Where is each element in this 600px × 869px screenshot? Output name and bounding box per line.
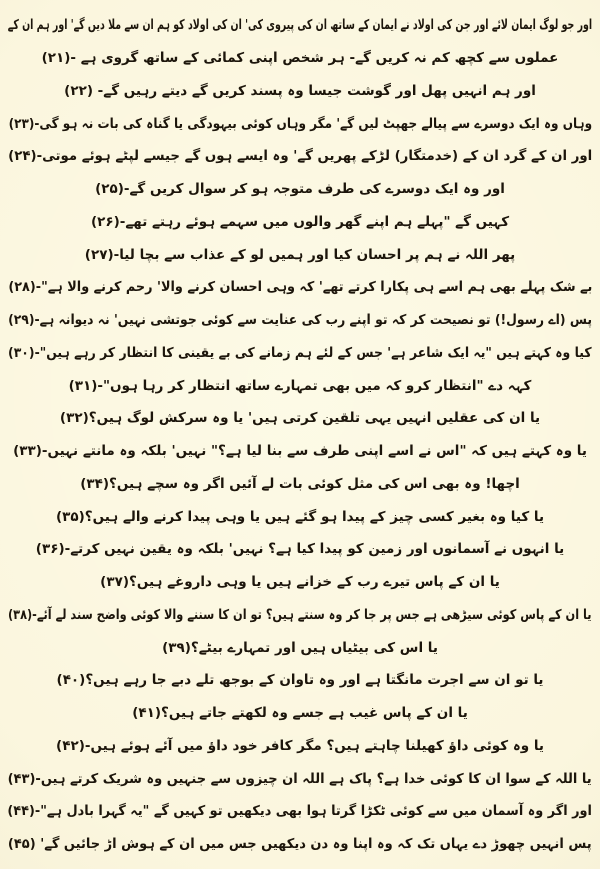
- verse-line-30: [5, 337, 595, 370]
- verse-line-22: [5, 75, 595, 108]
- verse-text: اور ہم انہیں پھل اور گوشت جیسا وہ پسند کریں گے دیتے رہیں گے- (۲۲): [64, 82, 536, 99]
- verse-text: یا ان کی عقلیں انہیں یہی تلقین کرتی ہیں' یا وہ سرکش لوگ ہیں؟(۳۲): [59, 410, 541, 427]
- verse-text: یا تو ان سے اجرت مانگتا ہے اور وہ تاوان کے بوجھ تلے دبے جا رہے ہیں؟(۴۰): [56, 672, 544, 689]
- verse-text: یا اللہ کے سوا ان کا کوئی خدا ہے؟ پاک ہے اللہ ان چیزوں سے جنہیں وہ شریک کرتے ہیں-(۴۳): [7, 770, 593, 787]
- verse-text: یا ان کے پاس کوئی سیڑھی ہے جس پر جا کر وہ سنتے ہیں؟ تو ان کا سننے والا کوئی واضح سند لے آئے-(۳۸): [8, 606, 592, 623]
- verse-line-41: [5, 697, 595, 730]
- verse-text: اچھا! وہ بھی اس کی مثل کوئی بات لے آئیں اگر وہ سچے ہیں؟(۳۴): [80, 475, 520, 492]
- verse-text: وہاں وہ ایک دوسرے سے پیالے جھپٹ لیں گے' مگر وہاں کوئی بیہودگی یا گناہ کی بات نہ ہو گی-(۲۳): [8, 115, 592, 132]
- verse-line-38: [5, 599, 595, 632]
- verse-text: یا وہ کہتے ہیں کہ "اس نے اسے اپنی طرف سے بنا لیا ہے؟" نہیں' بلکہ وہ مانتے نہیں-(۳۳): [13, 443, 587, 460]
- verse-text: یا ان کے پاس تیرے رب کے خزانے ہیں یا وہی داروغے ہیں؟(۳۷): [100, 574, 500, 591]
- verse-line-28: [5, 271, 595, 304]
- verse-text: پھر اللہ نے ہم پر احسان کیا اور ہمیں لو کے عذاب سے بچا لیا-(۲۷): [84, 246, 516, 263]
- verse-line-21-part2: [5, 42, 595, 75]
- verse-line-27: [5, 238, 595, 271]
- verse-text: یا ان کے پاس غیب ہے جسے وہ لکھتے جاتے ہیں؟(۴۱): [132, 705, 468, 722]
- verse-line-25: [5, 173, 595, 206]
- verse-line-31: [5, 369, 595, 402]
- verse-text: پس انہیں چھوڑ دے یہاں تک کہ وہ اپنا وہ دن دیکھیں جس میں ان کے ہوش اڑ جائیں گے' (۴۵): [8, 836, 592, 853]
- verse-text: کہہ دے "انتظار کرو کہ میں بھی تمہارے ساتھ انتظار کر رہا ہوں"-(۳۱): [68, 377, 532, 394]
- verse-text: بے شک پہلے بھی ہم اسے ہی پکارا کرتے تھے' کہ وہی احسان کرنے والا' رحم کرنے والا ہے"-(۲۸): [7, 279, 593, 296]
- verse-line-36: [5, 533, 595, 566]
- verse-text: یا انہوں نے آسمانوں اور زمین کو پیدا کیا ہے؟ نہیں' بلکہ وہ یقین نہیں کرتے-(۳۶): [35, 541, 565, 558]
- verse-line-45: [5, 828, 595, 861]
- verse-line-24: [5, 140, 595, 173]
- verse-line-34: [5, 468, 595, 501]
- verse-text: کیا وہ کہتے ہیں "یہ ایک شاعر ہے' جس کے لئے ہم زمانے کی بے یقینی کا انتظار کر رہے ہیں"-(۳۰): [8, 344, 592, 361]
- verse-text: پس (اے رسول!) تو نصیحت کر کہ تو اپنے رب کی عنایت سے کوئی جوتشی نہیں' نہ دیوانہ ہے-(۲۹): [8, 312, 592, 329]
- verse-text: عملوں سے کچھ کم نہ کریں گے- ہر شخص اپنی کمائی کے ساتھ گروی ہے -(۲۱): [41, 50, 559, 67]
- verse-line-40: [5, 664, 595, 697]
- verse-text: یا وہ کوئی داؤ کھیلنا چاہتے ہیں؟ مگر کافر خود داؤ میں آئے ہوئے ہیں-(۴۲): [56, 737, 544, 754]
- verse-line-32: [5, 402, 595, 435]
- verse-text: اور وہ ایک دوسرے کی طرف متوجہ ہو کر سوال کریں گے-(۲۵): [95, 181, 505, 198]
- verse-text: اور جو لوگ ایمان لائے اور جن کی اولاد نے ایمان کے ساتھ ان کی پیروی کی' ان کی اولاد کو ہم ان سے ملا دیں گے' اور ہم ان کے: [7, 17, 593, 34]
- verse-line-35: [5, 500, 595, 533]
- verse-line-33: [5, 435, 595, 468]
- verse-line-29: [5, 304, 595, 337]
- verse-text: یا اس کی بیٹیاں ہیں اور تمہارے بیٹے؟(۳۹): [162, 639, 438, 656]
- verse-line-43: [5, 762, 595, 795]
- verse-text: اور اگر وہ آسمان میں سے کوئی ٹکڑا گرتا ہوا بھی دیکھیں تو کہیں گے "یہ گہرا بادل ہے"-(۴۴): [7, 803, 593, 820]
- verse-text: کہیں گے "پہلے ہم اپنے گھر والوں میں سہمے ہوئے رہتے تھے-(۲۶): [90, 213, 510, 230]
- verse-line-21-part1: [5, 9, 595, 42]
- verse-text: اور ان کے گرد ان کے (خدمتگار) لڑکے پھریں گے' وہ ایسے ہوں گے جیسے لپٹے ہوئے موتی-(۲۴): [7, 148, 593, 165]
- verse-line-39: [5, 631, 595, 664]
- verse-line-26: [5, 206, 595, 239]
- verse-line-42: [5, 730, 595, 763]
- verse-line-44: [5, 795, 595, 828]
- verse-line-37: [5, 566, 595, 599]
- verse-text: یا کیا وہ بغیر کسی چیز کے پیدا ہو گئے ہیں یا وہی پیدا کرنے والے ہیں؟(۳۵): [55, 508, 545, 525]
- verse-line-23: [5, 107, 595, 140]
